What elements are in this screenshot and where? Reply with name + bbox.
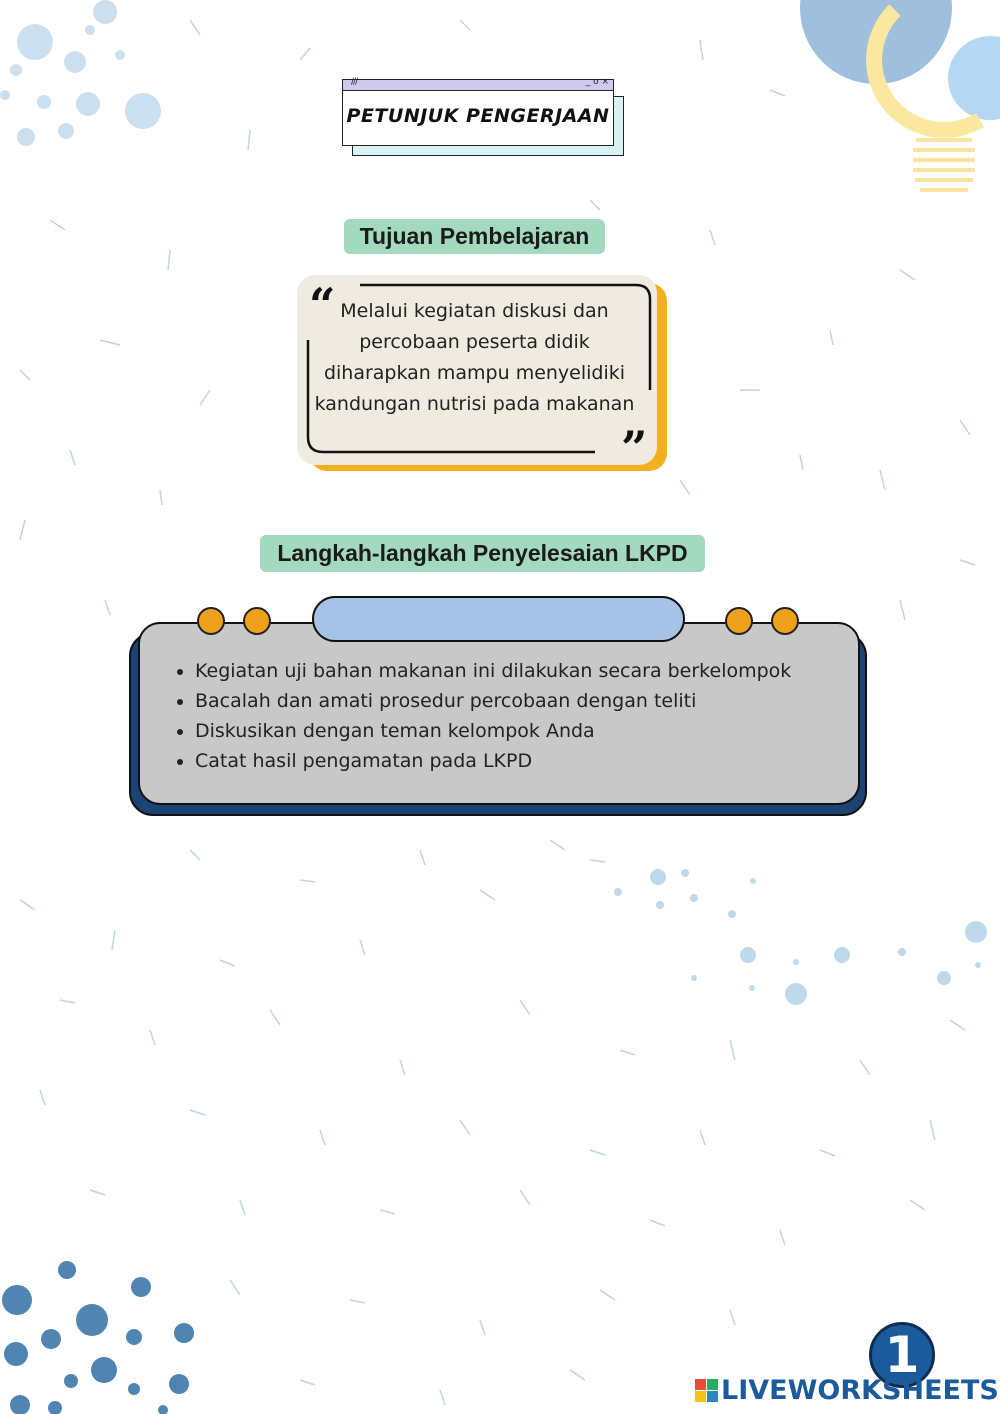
objective-text: Melalui kegiatan diskusi dan percobaan peserta didik diharapkan mampu menyelidiki kandungan nutrisi pada makanan: [314, 300, 635, 415]
steps-card-tab: [312, 596, 685, 642]
logo-text: LIVEWORKSHEETS: [721, 1374, 999, 1406]
decor-dot: [243, 607, 271, 635]
page-title: PETUNJUK PENGERJAAN: [346, 105, 610, 127]
window-controls-icon: _ o ×: [585, 77, 609, 87]
window-hatch-icon: ///: [351, 77, 358, 87]
steps-list: [158, 656, 791, 776]
list-item: • Kegiatan uji bahan makanan ini dilakukan secara berkelompok: [195, 656, 791, 686]
objective-label: Tujuan Pembelajaran: [344, 219, 605, 254]
decor-dot: [197, 607, 225, 635]
liveworksheets-mark-icon: [695, 1379, 718, 1402]
decor-dot: [771, 607, 799, 635]
list-item: • Bacalah dan amati prosedur percobaan dengan teliti: [195, 686, 791, 716]
title-window: [342, 79, 614, 146]
list-item: • Catat hasil pengamatan pada LKPD: [195, 746, 791, 776]
close-quote-icon: ”: [621, 421, 648, 475]
open-quote-icon: “: [309, 278, 336, 332]
page-number-badge: 1: [869, 1322, 935, 1388]
steps-label: Langkah-langkah Penyelesaian LKPD: [260, 535, 705, 572]
liveworksheets-logo[interactable]: [695, 1373, 999, 1407]
title-window-bar: [343, 77, 613, 91]
decor-dot: [725, 607, 753, 635]
list-item: • Diskusikan dengan teman kelompok Anda: [195, 716, 791, 746]
